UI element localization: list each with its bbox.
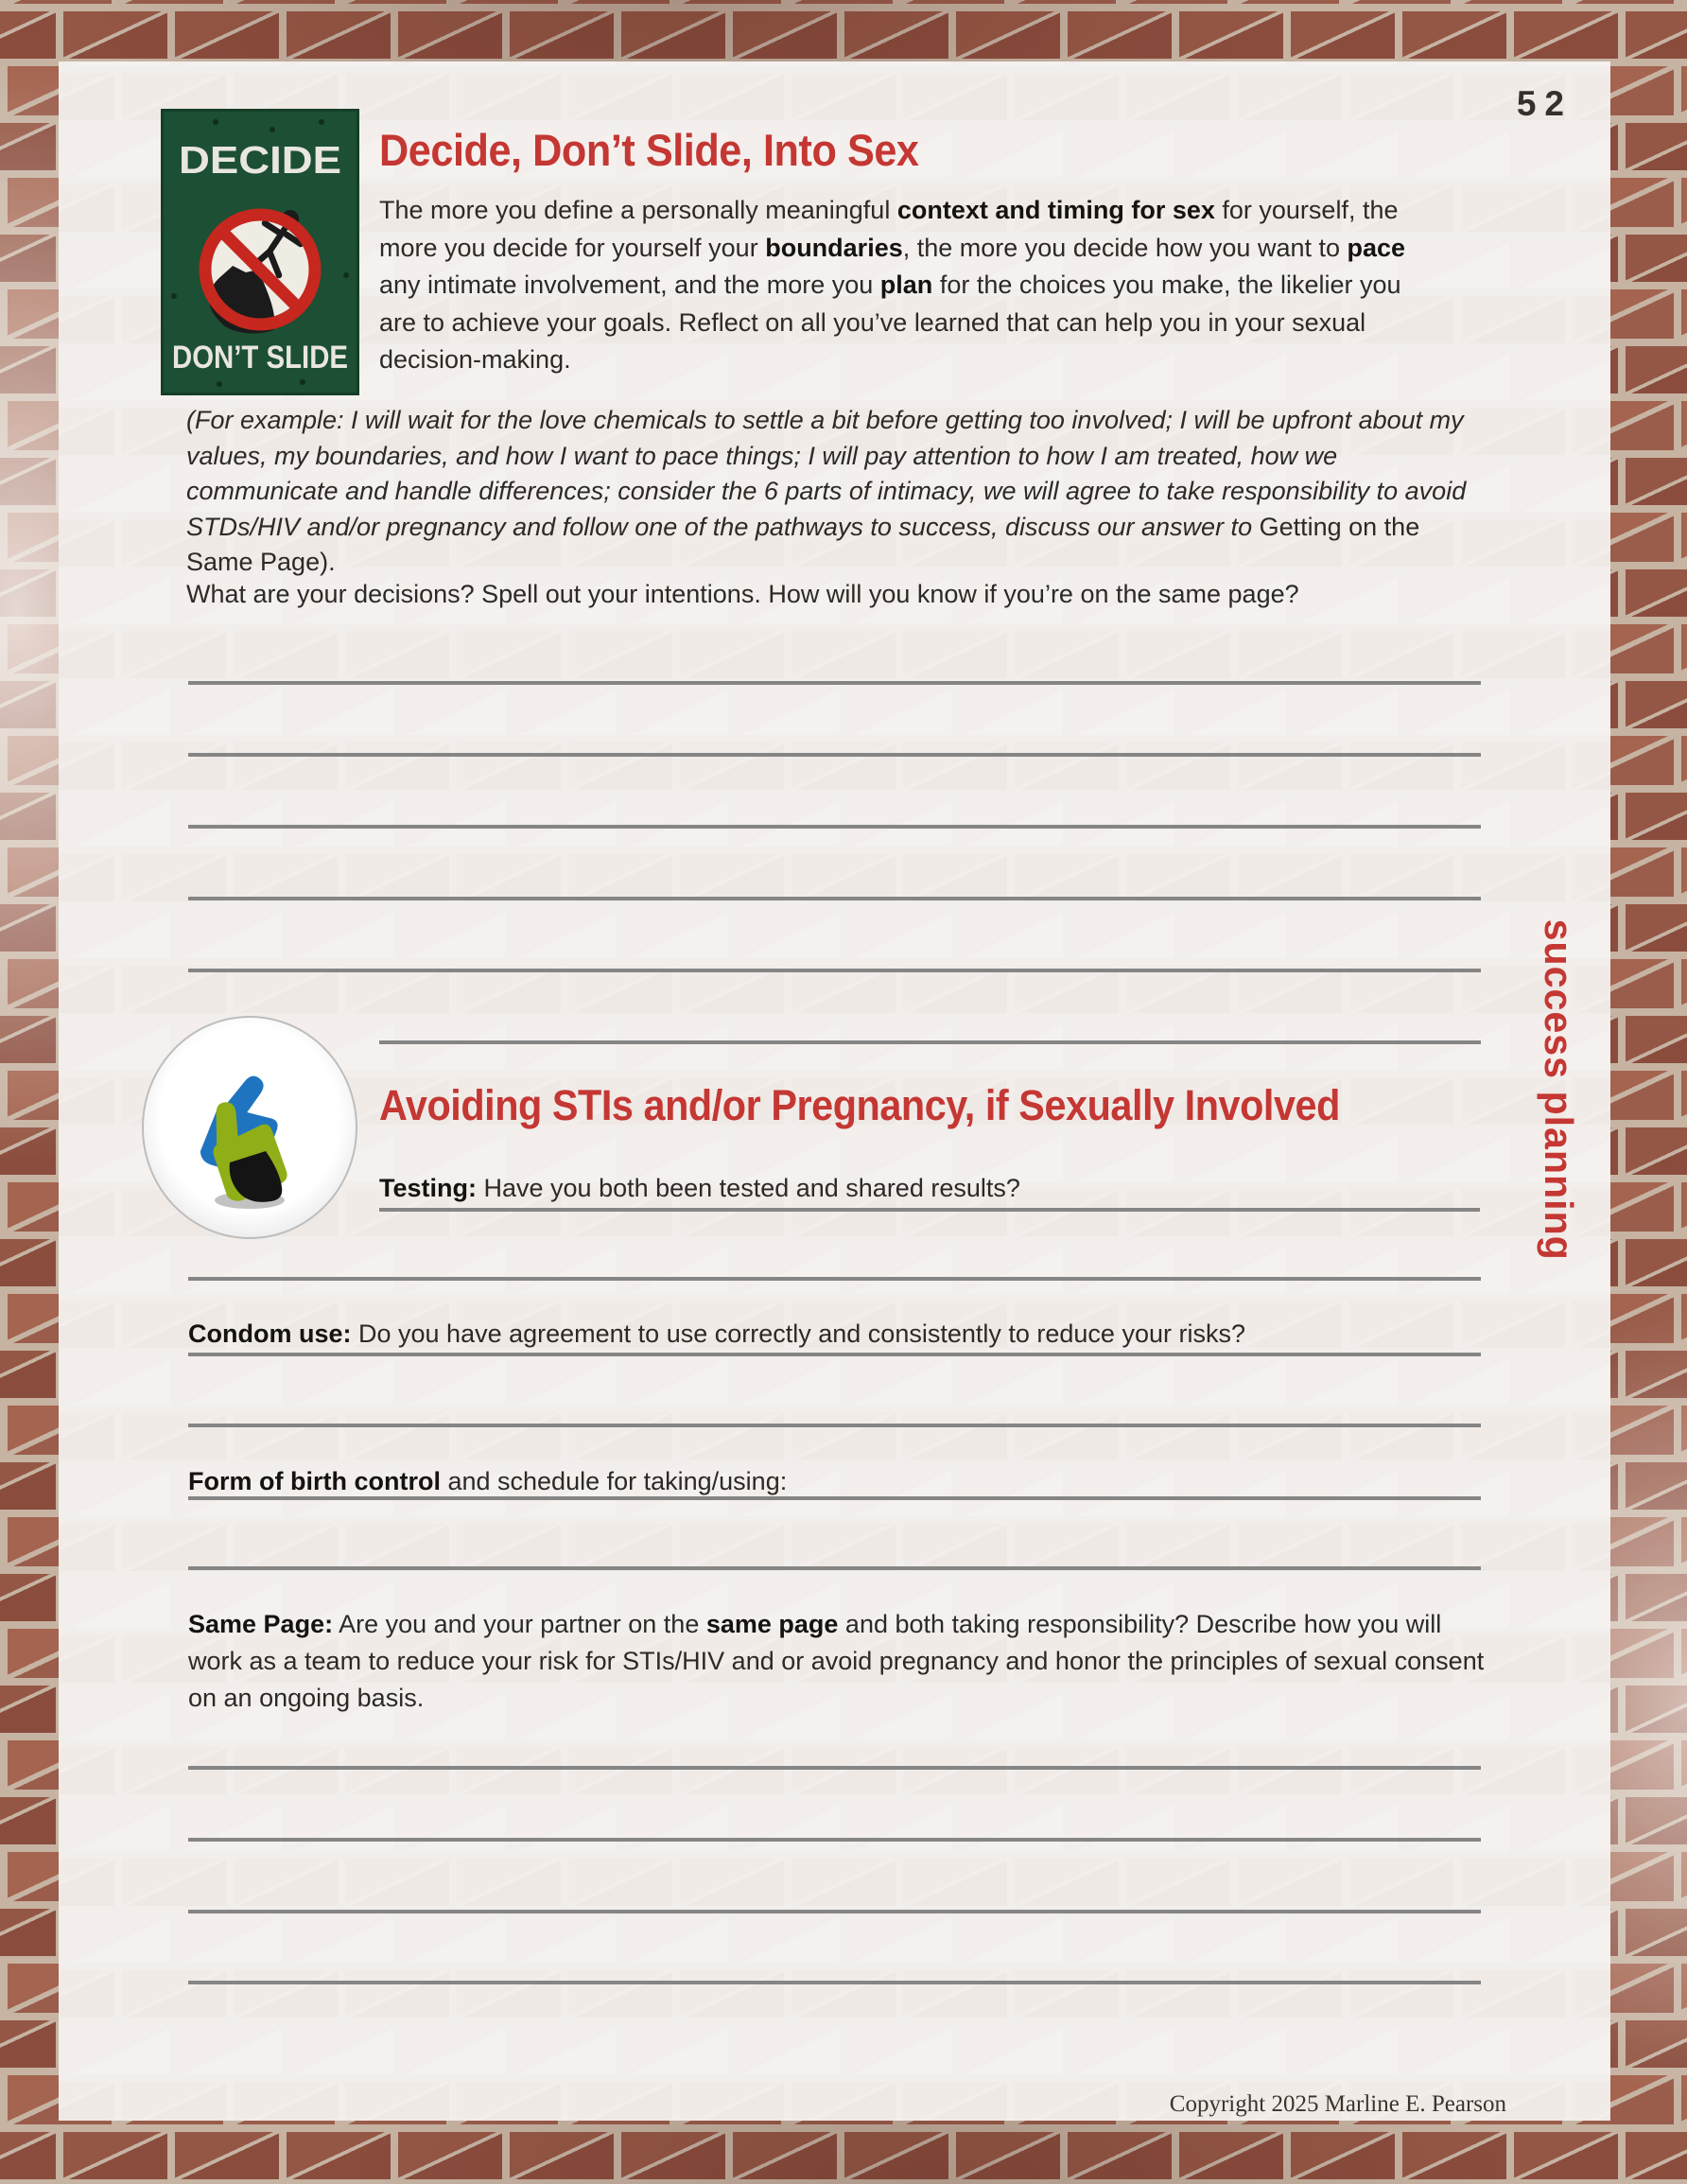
answer-line: [188, 753, 1481, 757]
intro-bold-pace: pace: [1347, 233, 1406, 262]
section-heading-decide: Decide, Don’t Slide, Into Sex: [379, 125, 919, 175]
answer-line: [188, 1910, 1481, 1913]
testing-question: Testing: Have you both been tested and shared results?: [379, 1174, 1020, 1202]
copyright-notice: Copyright 2025 Marline E. Pearson: [1169, 2091, 1506, 2117]
answer-line: [188, 1766, 1481, 1770]
answer-line: [188, 1424, 1481, 1427]
answer-line: [188, 681, 1481, 685]
testing-label: Testing:: [379, 1174, 477, 1202]
answer-line: [188, 1277, 1481, 1281]
decide-dont-slide-sign: [161, 109, 359, 395]
answer-line: [188, 825, 1481, 829]
example-roman-text: Getting on the Same Page).: [186, 512, 1420, 576]
thumbs-up-agreement-icon: [140, 1015, 359, 1240]
answer-line: [188, 969, 1481, 972]
same-page-question: Same Page: Are you and your partner on the same page and both taking responsibility? Describe how you will work as a team to reduce your risk for STIs/HIV and or avoid pregnancy and honor the principles of sexual consent on an ongoing basis.: [188, 1610, 1485, 1712]
sign-word-dont-slide: DON’T SLIDE: [172, 340, 348, 376]
same-page-label: Same Page:: [188, 1610, 334, 1638]
answer-line: [188, 1566, 1481, 1570]
birth-control-question: Form of birth control and schedule for taking/using:: [188, 1467, 788, 1495]
intro-bold-plan: plan: [879, 271, 933, 299]
answer-line: [188, 1353, 1481, 1356]
intro-text: The more you define a personally meaningful: [379, 196, 897, 224]
section-heading-avoiding: Avoiding STIs and/or Pregnancy, if Sexually Involved: [379, 1081, 1340, 1129]
condom-use-question: Condom use: Do you have agreement to use correctly and consistently to reduce your risks?: [188, 1319, 1245, 1348]
worksheet-page: [59, 61, 1610, 2121]
same-page-bold: same page: [705, 1610, 839, 1638]
answer-line: [188, 1981, 1481, 1984]
intro-bold-context-timing: context and timing for sex: [896, 196, 1215, 224]
answer-line: [188, 1838, 1481, 1842]
condom-use-label: Condom use:: [188, 1319, 352, 1348]
answer-line: [188, 1496, 1481, 1500]
answer-line: [379, 1208, 1480, 1212]
answer-line: [188, 897, 1481, 900]
intro-bold-boundaries: boundaries: [765, 233, 903, 262]
intro-paragraph: The more you define a personally meaningful context and timing for sex for yourself, the more you decide for yourself your boundaries, the more you decide how you want to pace any intimate involvement, and the more you plan for the choices you make, the likelier you are to achieve your goals. Reflect on all you’ve learned that can help you in your sexual decision-making.: [379, 196, 1406, 374]
decisions-question: What are your decisions? Spell out your intentions. How will you know if you’re on the same page?: [186, 580, 1299, 608]
sign-word-decide: DECIDE: [179, 138, 341, 182]
example-italic-text: (For example: I will wait for the love chemicals to settle a bit before getting too involved; I will be upfront about my values, my boundaries, and how I want to pace things; I will pay attention to how I am treated, how we communicate and handle differences; consider the 6 parts of intimacy, we will agree to take responsibility to avoid STDs/HIV and/or pregnancy and follow one of the pathways to success, discuss our answer to: [186, 406, 1467, 541]
page-number: 52: [1516, 84, 1573, 123]
success-planning-sidebar-label: success planning: [1537, 918, 1581, 1261]
answer-line: [379, 1040, 1481, 1044]
example-paragraph: [186, 403, 1493, 581]
birth-control-label: Form of birth control: [188, 1467, 441, 1495]
no-sliding-sign-graphic: [161, 109, 359, 395]
